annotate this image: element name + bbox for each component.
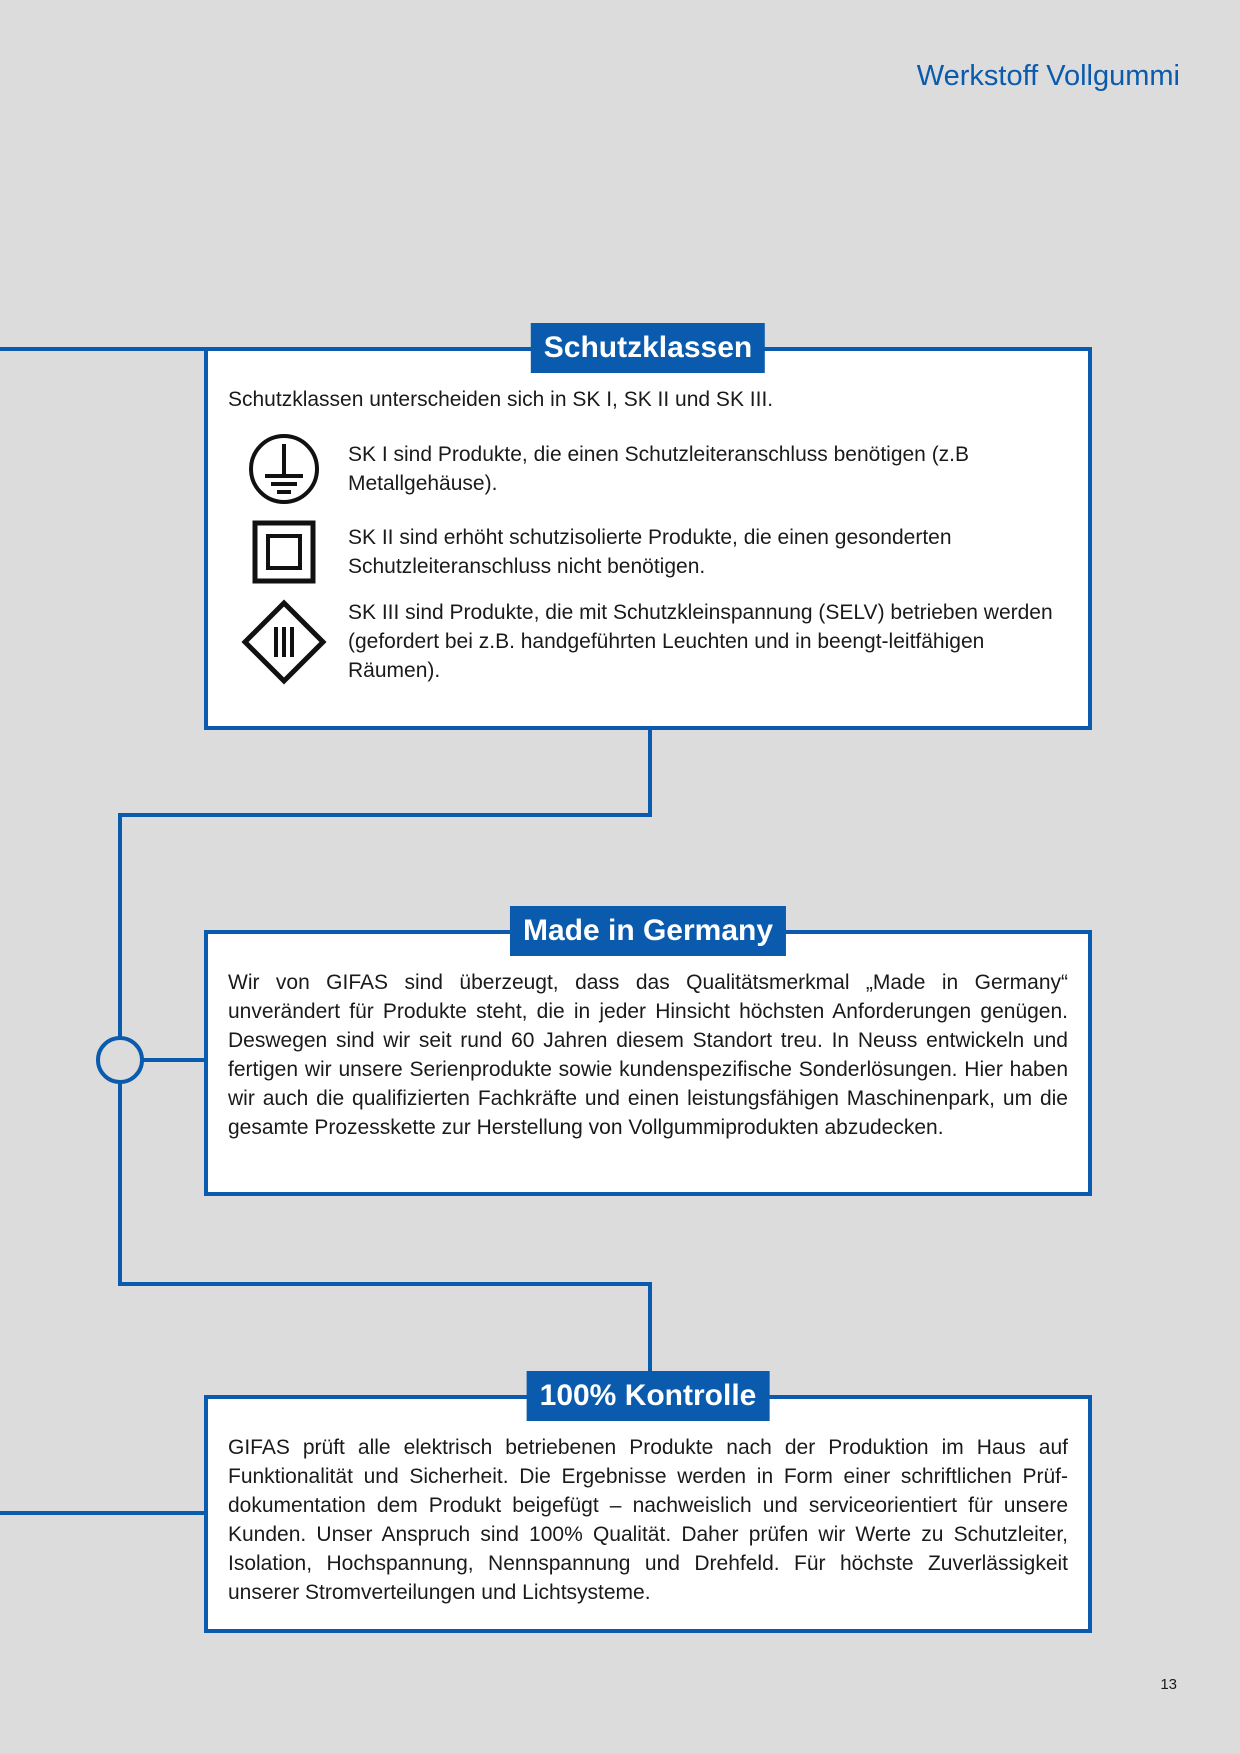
sk-item-3-text: SK III sind Produkte, die mit Schutzkleinspannung (SELV) betrieben werden (gefordert bei z.B. handgeführten Leuchten und in beengt-leitfähigen Räumen). xyxy=(348,601,1053,682)
double-insulation-icon xyxy=(228,520,340,584)
page-number: 13 xyxy=(1160,1676,1177,1693)
schutzklassen-box xyxy=(204,331,1092,730)
made-in-germany-box xyxy=(204,914,1092,1196)
kontrolle-title: 100% Kontrolle xyxy=(527,1371,770,1421)
safety-extra-low-voltage-icon xyxy=(228,599,340,685)
schutzklassen-title: Schutzklassen xyxy=(531,323,765,373)
sk-item-1-text: SK I sind Produkte, die einen Schutzleiteranschluss benötigen (z.B Metallgehäuse). xyxy=(348,443,970,495)
page-header-title: Werkstoff Vollgummi xyxy=(916,60,1180,92)
sk-item-3 xyxy=(228,598,1068,685)
kontrolle-box xyxy=(204,1379,1092,1633)
schutzklassen-intro: Schutzklassen unterscheiden sich in SK I, SK II und SK III. xyxy=(228,388,774,411)
sk-item-2 xyxy=(228,520,1068,584)
sk-item-2-text: SK II sind erhöht schutzisolierte Produkte, die einen gesonderten Schutzleiteranschluss nicht benötigen. xyxy=(348,526,952,578)
protective-earth-icon xyxy=(228,432,340,506)
made-in-germany-text: Wir von GIFAS sind überzeugt, dass das Qualitätsmerkmal „Made in Germany“ unverändert für Produkte steht, die in jeder Hinsicht höchsten Anforderungen genügen. Deswegen sind wir seit rund 60 Jahren diesem Standort treu. In Neuss entwickeln und fertigen wir unsere Serienprodukte sowie kundenspezifische Sonderlösungen. Hier haben wir auch die qualifizierten Fachkräfte und einen leistungsfähigen Maschinenpark, um die gesamte Prozesskette zur Herstellung von Vollgummiprodukten abzudecken. xyxy=(228,971,1068,1139)
sk-item-1 xyxy=(228,432,1068,506)
made-in-germany-title: Made in Germany xyxy=(510,906,786,956)
kontrolle-text: GIFAS prüft alle elektrisch betriebenen Produkte nach der Produktion im Haus auf Funktionalität und Sicherheit. Die Ergebnisse werden in Form einer schriftlichen Prüf-dokumentation dem Produkt beigefügt – nachweislich und serviceorientiert für unsere Kunden. Unser Anspruch sind 100% Qualität. Daher prüfen wir Werte zu Schutzleiter, Isolation, Hochspannung, Nennspannung und Drehfeld. Für höchste Zuverlässigkeit unserer Stromverteilungen und Lichtsysteme. xyxy=(228,1436,1068,1604)
